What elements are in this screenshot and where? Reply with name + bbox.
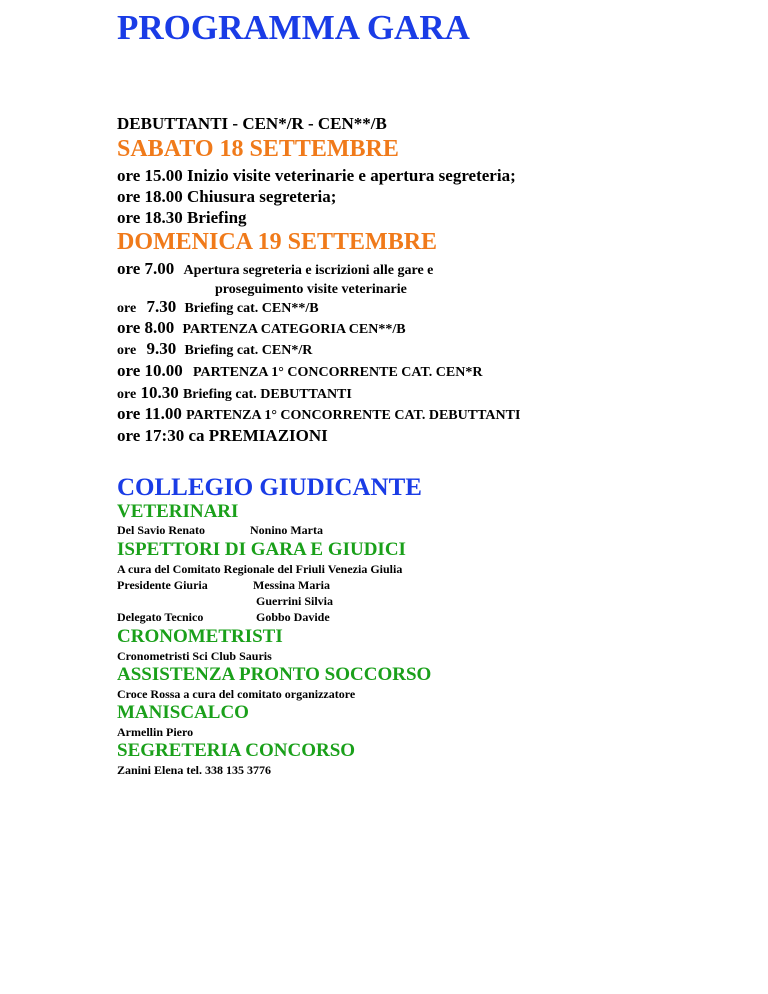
schedule-time-prefix: ore [117,301,137,316]
schedule-line [215,278,407,298]
section-entry [117,523,323,538]
schedule-text: PARTENZA 1° CONCORRENTE CAT. DEBUTTANTI [186,408,521,423]
section-entry: A cura del Comitato Regionale del Friuli Venezia Giulia [117,562,403,576]
entry-name: Nonino Marta [250,523,323,537]
section-entry: Cronometristi Sci Club Sauris [117,649,272,663]
schedule-text: proseguimento visite veterinarie [215,282,407,297]
entry-name: Del Savio Renato [117,523,205,537]
schedule-line [117,426,328,446]
schedule-text: PARTENZA 1° CONCORRENTE CAT. CEN*R [193,365,483,380]
schedule-text: Briefing cat. DEBUTTANTI [182,387,352,402]
schedule-text: Briefing cat. CEN*/R [184,343,313,358]
schedule-line [117,297,319,317]
page-title: PROGRAMMA GARA [117,8,470,47]
schedule-time: ore 17:30 ca [117,426,205,445]
schedule-line [117,361,482,381]
schedule-time: 7.30 [146,297,177,316]
section-entry [117,578,330,593]
entry-name: Messina Maria [253,578,330,592]
schedule-time: 10.30 [140,383,179,402]
entry-role: Presidente Giuria [117,578,208,592]
schedule-time-prefix: ore [117,343,137,358]
entry-name: Gobbo Davide [256,610,330,624]
section-heading-cronometristi: CRONOMETRISTI [117,626,283,647]
schedule-time: ore 7.00 [117,259,175,278]
schedule-line [117,404,520,424]
schedule-text: PARTENZA CATEGORIA CEN**/B [182,322,406,337]
collegio-title: COLLEGIO GIUDICANTE [117,474,422,501]
entry-role: Delegato Tecnico [117,610,204,624]
schedule-time-prefix: ore [117,387,137,402]
schedule-time: ore 8.00 [117,318,175,337]
categories-subtitle: DEBUTTANTI - CEN*/R - CEN**/B [117,114,387,133]
section-entry: Croce Rossa a cura del comitato organizzatore [117,687,356,701]
section-entry [117,610,330,625]
section-entry: Guerrini Silvia [256,594,334,608]
schedule-time: ore 10.00 [117,361,183,380]
schedule-time: 9.30 [146,339,177,358]
section-heading-veterinari: VETERINARI [117,501,239,522]
section-entry: Armellin Piero [117,725,194,739]
section-heading-ispettori: ISPETTORI DI GARA E GIUDICI [117,539,406,560]
schedule-line [117,339,312,359]
schedule-line: ore 18.30 Briefing [117,208,247,227]
schedule-time: ore 11.00 [117,404,182,423]
sunday-heading: DOMENICA 19 SETTEMBRE [117,229,438,255]
schedule-line [117,318,406,338]
schedule-text: PREMIAZIONI [208,426,328,445]
saturday-heading: SABATO 18 SETTEMBRE [117,136,399,162]
schedule-text: Briefing cat. CEN**/B [184,301,319,316]
section-heading-segreteria: SEGRETERIA CONCORSO [117,740,356,761]
schedule-line [117,383,352,403]
section-heading-maniscalco: MANISCALCO [117,702,249,723]
section-heading-soccorso: ASSISTENZA PRONTO SOCCORSO [117,664,432,685]
schedule-line: ore 18.00 Chiusura segreteria; [117,187,337,206]
schedule-text: Apertura segreteria e iscrizioni alle gare e [183,263,434,278]
schedule-line [117,259,433,279]
schedule-line: ore 15.00 Inizio visite veterinarie e apertura segreteria; [117,166,516,185]
section-entry: Zanini Elena tel. 338 135 3776 [117,763,272,777]
